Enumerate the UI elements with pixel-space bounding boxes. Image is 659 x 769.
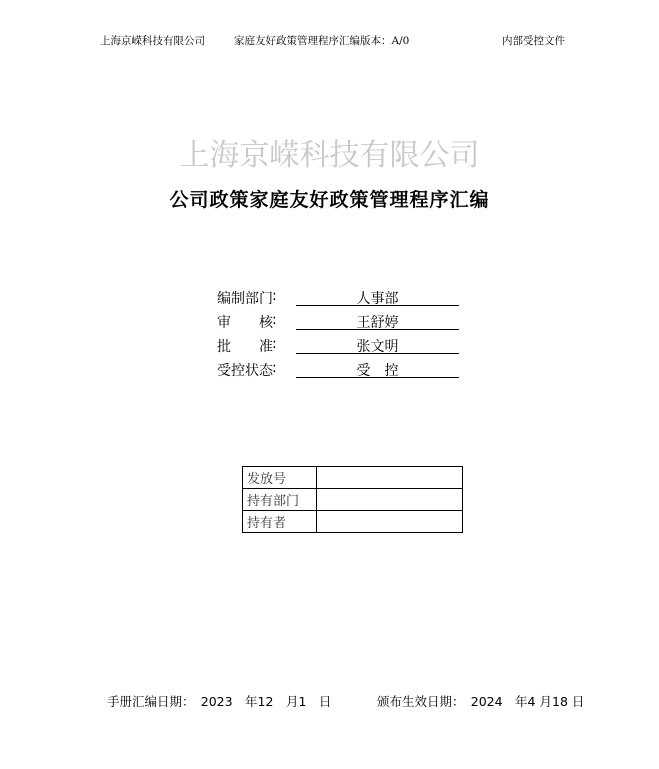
- info-colon: :: [272, 360, 277, 376]
- distribution-value-department: [317, 489, 463, 511]
- info-label-control-status: 受控状态: [217, 363, 273, 379]
- company-name: 上海京嵘科技有限公司: [179, 138, 480, 173]
- document-title: 公司政策家庭友好政策管理程序汇编: [169, 189, 490, 211]
- distribution-value-number: [317, 467, 463, 489]
- info-label-approve: 批 准: [217, 339, 273, 355]
- header-document-version: 家庭友好政策管理程序汇编版本：A/0: [234, 35, 410, 47]
- footer-compile-date: 手册汇编日期： 2023 年12 月1 日: [107, 694, 332, 709]
- info-colon: :: [272, 336, 277, 352]
- info-value-department: 人事部: [296, 288, 459, 306]
- table-row: [243, 511, 463, 533]
- header-control-status: 内部受控文件: [502, 35, 565, 47]
- table-row: [243, 467, 463, 489]
- distribution-label-holder: 持有者: [243, 511, 317, 533]
- table-row: [243, 489, 463, 511]
- distribution-table: [242, 466, 463, 533]
- info-label-department: 编制部门: [217, 291, 273, 307]
- info-colon: :: [272, 312, 277, 328]
- distribution-label-department: 持有部门: [243, 489, 317, 511]
- footer-effective-date: 颁布生效日期： 2024 年4 月18 日: [377, 694, 585, 709]
- info-label-review: 审 核: [217, 315, 273, 331]
- info-value-review: 王舒婷: [296, 312, 459, 330]
- distribution-label-number: 发放号: [243, 467, 317, 489]
- info-colon: :: [272, 288, 277, 304]
- info-value-control-status: 受 控: [296, 360, 459, 378]
- header-company: 上海京嵘科技有限公司: [100, 35, 205, 47]
- distribution-value-holder: [317, 511, 463, 533]
- info-value-approve: 张文明: [296, 336, 459, 354]
